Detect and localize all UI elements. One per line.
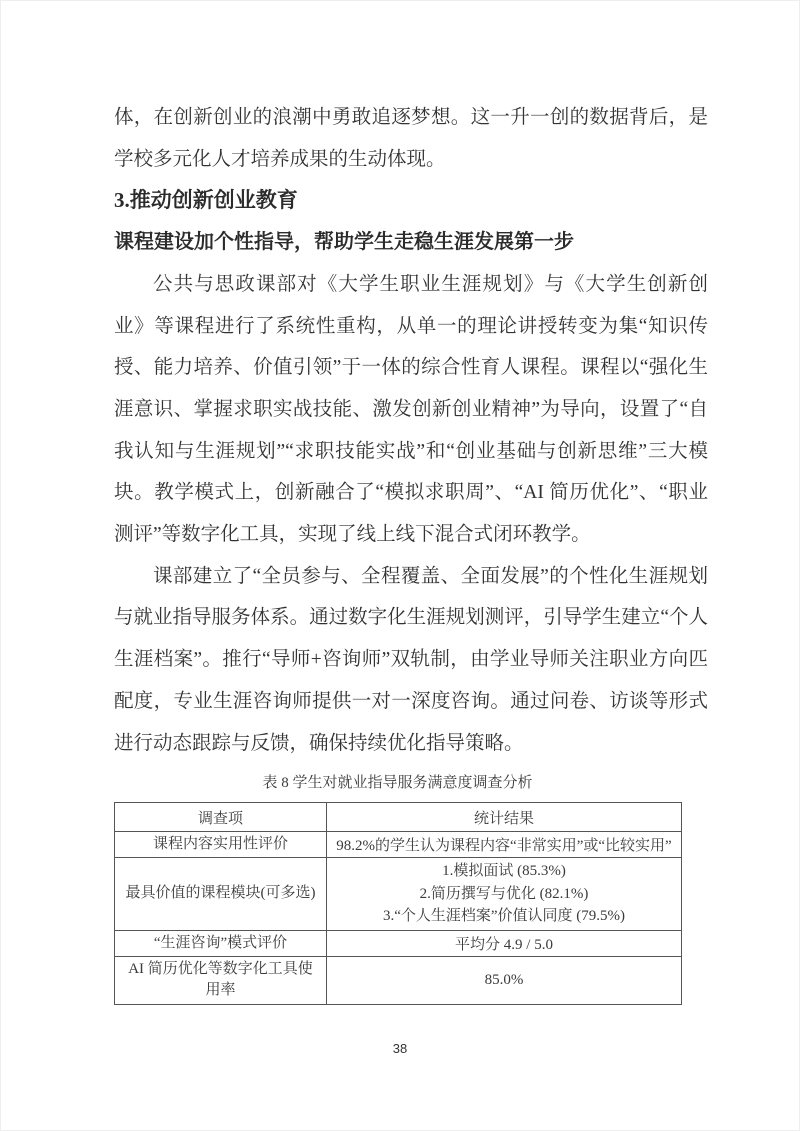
result-multiline	[335, 860, 673, 928]
result-line: 1.模拟面试 (85.3%)	[442, 863, 566, 879]
paragraph-career-guidance-system: 课部建立了“全员参与、全程覆盖、全面发展”的个性化生涯规划与就业指导服务体系。通过数字化生涯规划测评，引导学生建立“个人生涯档案”。推行“导师+咨询师”双轨制，由学业导师关注职业方向匹配度，专业生涯咨询师提供一对一深度咨询。通过问卷、访谈等形式进行动态跟踪与反馈，确保持续优化指导策略。	[114, 565, 708, 754]
result-line: 2.简历撰写与优化 (82.1%)	[419, 885, 589, 902]
table-header-row	[115, 803, 682, 832]
table-cell-result: 98.2%的学生认为课程内容“非常实用”或“比较实用”	[327, 832, 682, 858]
document-body	[114, 97, 708, 764]
table-row	[115, 832, 682, 858]
table-row	[115, 930, 682, 956]
table-header-result: 统计结果	[327, 803, 682, 832]
table-cell-result: 85.0%	[327, 956, 682, 1004]
page-number: 38	[392, 1041, 408, 1056]
section-heading: 3.推动创新创业教育	[114, 188, 298, 213]
table-row	[115, 858, 682, 931]
table-cell-item: AI 简历优化等数字化工具使用率	[115, 956, 327, 1004]
table-cell-item: 最具价值的课程模块(可多选)	[115, 858, 327, 931]
table-caption: 表 8 学生对就业指导服务满意度调查分析	[262, 775, 533, 791]
survey-table	[114, 802, 682, 1005]
table-cell-item: “生涯咨询”模式评价	[115, 930, 327, 956]
table-row	[115, 956, 682, 1004]
table-header-item: 调查项	[115, 803, 327, 832]
table-cell-result: 平均分 4.9 / 5.0	[327, 930, 682, 956]
survey-table-section	[114, 764, 681, 1005]
result-line: 3.“个人生涯档案”价值认同度 (79.5%)	[382, 908, 626, 924]
sub-heading: 课程建设加个性指导，帮助学生走稳生涯发展第一步	[114, 231, 574, 254]
paragraph-continuation: 体，在创新创业的浪潮中勇敢追逐梦想。这一升一创的数据背后，是学校多元化人才培养成果的生动体现。	[114, 107, 708, 170]
table-cell-item: 课程内容实用性评价	[115, 832, 327, 858]
table-cell-result	[327, 858, 682, 931]
paragraph-course-reconstruction: 公共与思政课部对《大学生职业生涯规划》与《大学生创新创业》等课程进行了系统性重构，从单一的理论讲授转变为集“知识传授、能力培养、价值引领”于一体的综合性育人课程。课程以“强化生涯意识、掌握求职实战技能、激发创新创业精神”为导向，设置了“自我认知与生涯规划”“求职技能实战”和“创业基础与创新思维”三大模块。教学模式上，创新融合了“模拟求职周”、“AI 简历优化”、“职业测评”等数字化工具，实现了线上线下混合式闭环教学。	[114, 273, 708, 546]
